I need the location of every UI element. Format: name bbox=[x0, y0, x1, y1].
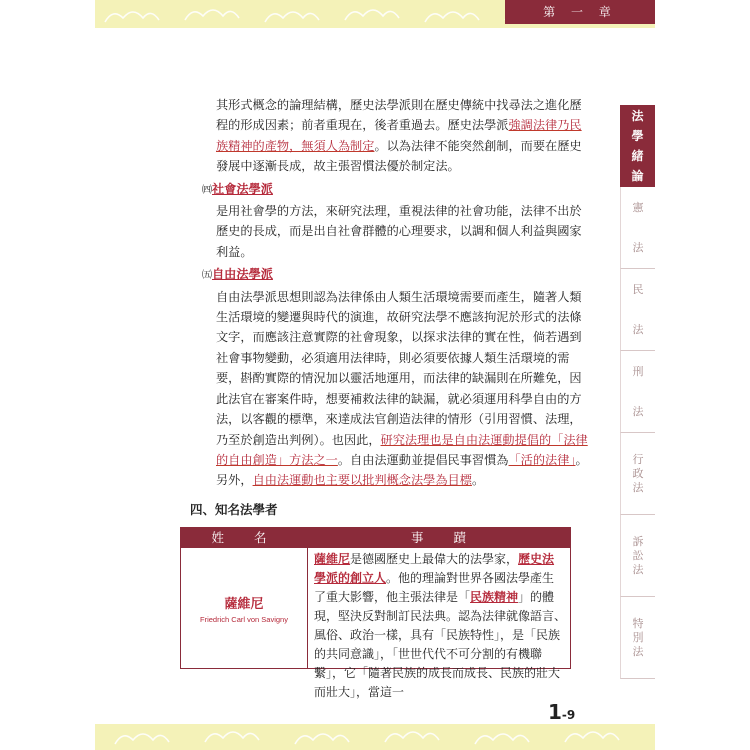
page-number: 1-9 bbox=[548, 700, 576, 724]
side-nav-char: 學 bbox=[631, 129, 644, 143]
jurist-deeds-cell: 薩維尼是德國歷史上最偉大的法學家，歷史法學派的創立人。他的理論對世界各國法學產生了重大影響，他主張法律是「民族精神」的體現，堅決反對制訂民法典。認為法律就像語言、風俗、政治一樣，具有「民族特性」，是「民族的共同意識」，「世世代代不可分割的有機聯繫」，它「隨著民族的成長而成長、民族的壯大而壯大」，當這一 bbox=[314, 552, 567, 699]
side-nav-item-criminal[interactable] bbox=[620, 351, 655, 433]
jurist-name-cell bbox=[181, 548, 308, 668]
side-nav-item-intro[interactable] bbox=[620, 105, 655, 187]
side-nav-char: 法 bbox=[632, 240, 644, 254]
subheading-social-school: ㈣社會法學派 bbox=[202, 181, 273, 196]
table-row bbox=[181, 548, 570, 699]
side-nav-char: 法 bbox=[632, 644, 644, 658]
side-nav-item-civil[interactable] bbox=[620, 269, 655, 351]
highlight-text: 強調法律乃民族精神的產物，無須人為制定 bbox=[216, 118, 582, 153]
side-nav-char: 法 bbox=[632, 480, 644, 494]
side-nav-char: 別 bbox=[632, 630, 644, 644]
side-nav-item-administrative[interactable] bbox=[620, 433, 655, 515]
jurist-name-zh: 薩維尼 bbox=[224, 596, 264, 612]
side-nav-char: 論 bbox=[631, 169, 644, 183]
side-nav-char: 法 bbox=[632, 562, 644, 576]
table-header bbox=[181, 528, 570, 548]
cloud-pattern-icon bbox=[95, 724, 655, 750]
side-nav-char: 民 bbox=[632, 282, 644, 296]
column-header-deeds: 事蹟 bbox=[410, 530, 496, 545]
footer-band bbox=[95, 724, 655, 750]
side-nav bbox=[620, 105, 655, 679]
column-header-name: 姓名 bbox=[211, 530, 297, 545]
jurist-name-en: Friedrich Carl von Savigny bbox=[200, 614, 288, 624]
side-nav-char: 行 bbox=[632, 452, 644, 466]
side-nav-char: 法 bbox=[631, 109, 644, 123]
side-nav-item-constitution[interactable] bbox=[620, 187, 655, 269]
side-nav-char: 政 bbox=[632, 466, 644, 480]
side-nav-char: 刑 bbox=[632, 364, 644, 378]
side-nav-item-special[interactable] bbox=[620, 597, 655, 679]
jurist-table bbox=[180, 527, 571, 699]
side-nav-char: 法 bbox=[632, 404, 644, 418]
main-content bbox=[190, 95, 590, 491]
paragraph-social-school: 是用社會學的方法，來研究法理，重視法律的社會功能，法律不出於歷史的長成，而是出自社會群體的心理要求，以調和個人利益與國家利益。 bbox=[216, 204, 582, 259]
section-title: 四、知名法學者 bbox=[190, 502, 278, 517]
side-nav-char: 訴 bbox=[632, 534, 644, 548]
side-nav-char: 憲 bbox=[632, 200, 644, 214]
side-nav-char: 緒 bbox=[631, 149, 644, 163]
paragraph-historical-school: 其形式概念的論理結構，歷史法學派則在歷史傳統中找尋法之進化歷程的形成因素；前者重現在，後者重過去。歷史法學派強調法律乃民族精神的產物，無須人為制定。以為法律不能突然創制，而要在歷史發展中逐漸長成，故主張習慣法優於制定法。 bbox=[216, 98, 582, 174]
paragraph-free-law-school: 自由法學派思想則認為法律係由人類生活環境需要而產生，隨著人類生活環境的變遷與時代的演進，故研究法學不應該拘泥於形式的法條文字，而應該注意實際的社會現象，以探求法律的實在性，倘若遇到社會事物變動，必須適用法律時，則必須要依據人類生活環境的需要，斟酌實際的情況加以靈活地運用，而法律的缺漏則在所難免，因此法官在審案件時，想要補救法律的缺漏，就必須運用科學自由的方法，以客觀的標準，來達成法官創造法律的情形（引用習慣、法理，乃至於創造出判例）。也因此，研究法理也是自由法運動提倡的「法律的自由創造」方法之一。自由法運動並提倡民事習慣為「活的法律」。另外，自由法運動也主要以批判概念法學為目標。 bbox=[216, 289, 588, 488]
subheading-free-law-school: ㈤自由法學派 bbox=[202, 267, 273, 282]
chapter-label: 第 一 章 bbox=[505, 0, 655, 24]
side-nav-char: 訟 bbox=[632, 548, 644, 562]
side-nav-char: 法 bbox=[632, 322, 644, 336]
side-nav-char: 特 bbox=[632, 616, 644, 630]
side-nav-item-procedure[interactable] bbox=[620, 515, 655, 597]
